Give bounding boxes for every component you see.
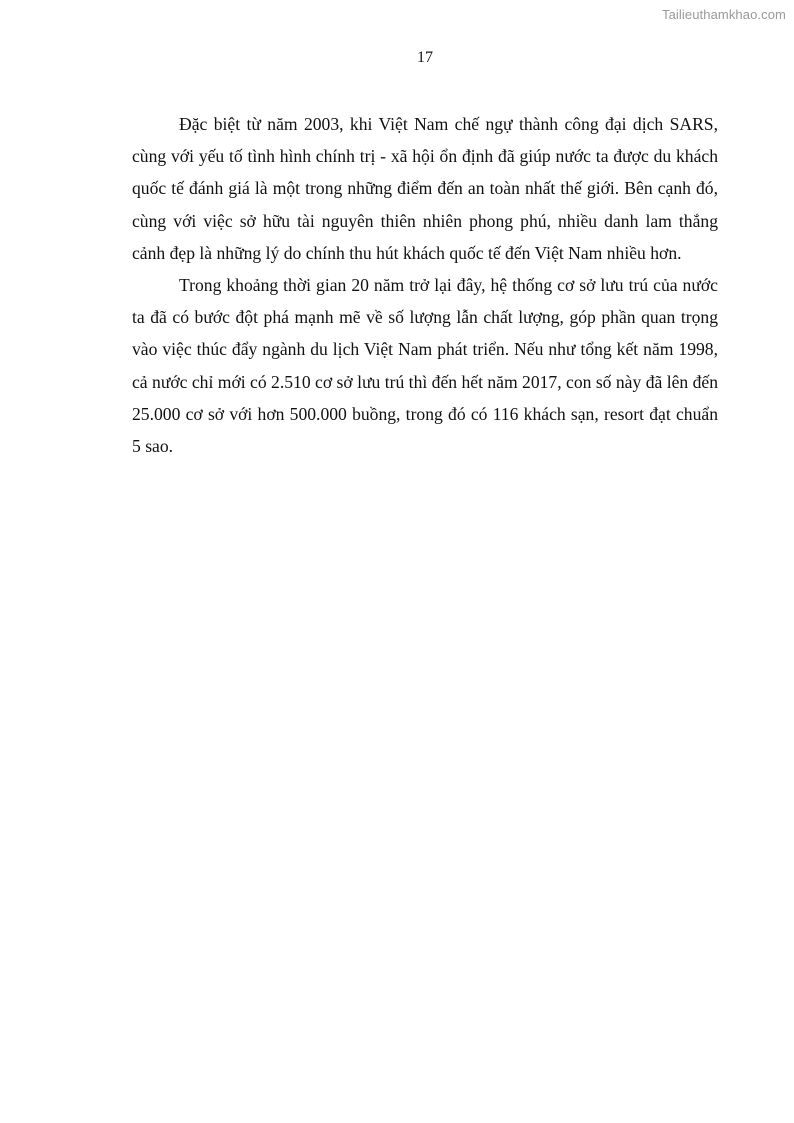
page-number: 17 <box>417 49 433 66</box>
paragraph-2: Trong khoảng thời gian 20 năm trở lại đây, hệ thống cơ sở lưu trú của nước ta đã có bước đột phá mạnh mẽ về số lượng lẫn chất lượng, góp phần quan trọng vào việc thúc đẩy ngành du lịch Việt Nam phát triển. Nếu như tổng kết năm 1998, cả nước chỉ mới có 2.510 cơ sở lưu trú thì đến hết năm 2017, con số này đã lên đến 25.000 cơ sở với hơn 500.000 buồng, trong đó có 116 khách sạn, resort đạt chuẩn 5 sao. <box>132 275 718 457</box>
document-body <box>132 108 718 462</box>
watermark-text: Tailieuthamkhao.com <box>661 7 786 22</box>
paragraph-1: Đặc biệt từ năm 2003, khi Việt Nam chế ngự thành công đại dịch SARS, cùng với yếu tố tình hình chính trị - xã hội ổn định đã giúp nước ta được du khách quốc tế đánh giá là một trong những điểm đến an toàn nhất thế giới. Bên cạnh đó, cùng với việc sở hữu tài nguyên thiên nhiên phong phú, nhiều danh lam thắng cảnh đẹp là những lý do chính thu hút khách quốc tế đến Việt Nam nhiều hơn. <box>132 114 718 263</box>
